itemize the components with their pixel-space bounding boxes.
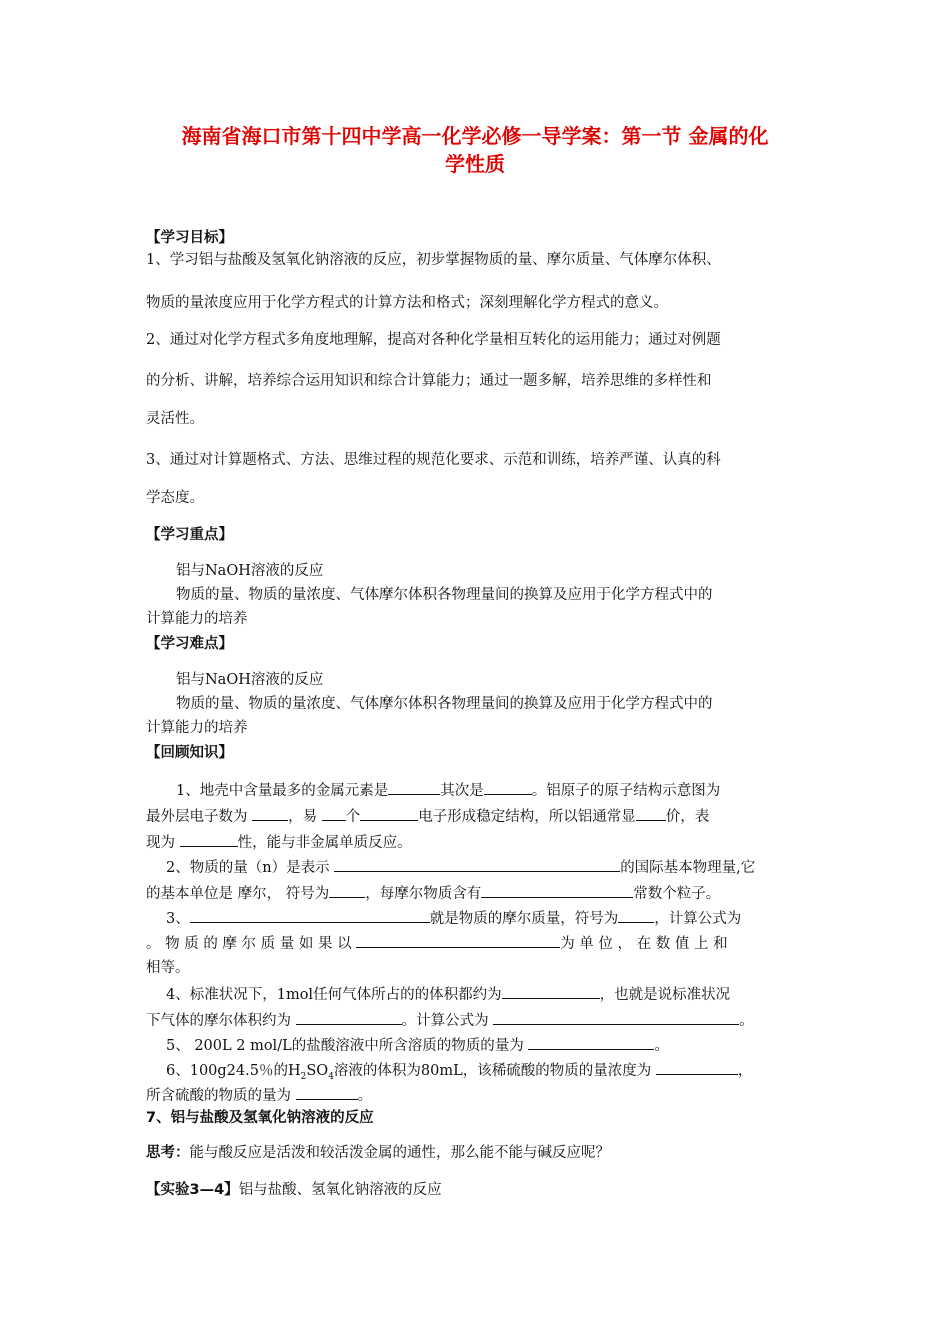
q3-text-d: 。 物 质 的 摩 尔 质 量 如 果 以	[146, 936, 352, 952]
q1-blank-gain-lose[interactable]	[322, 806, 346, 821]
q1-text-h: 价，表	[665, 809, 710, 825]
q2-blank-symbol[interactable]	[329, 883, 365, 898]
review-q3-line-1	[166, 908, 832, 929]
q3-blank-definition[interactable]	[190, 908, 430, 923]
q5-text-b: 。	[654, 1038, 669, 1054]
objective-2-line-1: 2、通过对化学方程式多角度地理解，提高对各种化学量相互转化的运用能力；通过对例题	[146, 332, 721, 348]
q4-text-c: 下气体的摩尔体积约为	[146, 1013, 291, 1029]
difficulty-2-line-2: 计算能力的培养	[146, 720, 248, 736]
document-title-line-1: 海南省海口市第十四中学高一化学必修一导学案：第一节 金属的化	[181, 124, 769, 148]
q1-blank-most-metal[interactable]	[388, 780, 440, 795]
experiment-label: 【实验3—4】	[146, 1182, 239, 1198]
think-text: 能与酸反应是活泼和较活泼金属的通性，那么能不能与碱反应呢？	[189, 1145, 610, 1161]
q3-blank-unit[interactable]	[356, 933, 560, 948]
q1-blank-second-metal[interactable]	[484, 780, 532, 795]
objective-3-line-1: 3、通过对计算题格式、方法、思维过程的规范化要求、示范和训练，培养严谨、认真的科	[146, 452, 721, 468]
think-label: 思考：	[146, 1145, 190, 1161]
q6-text-f: 。	[357, 1088, 373, 1104]
document-title-line-2: 学性质	[445, 152, 505, 176]
q1-blank-outer-electrons[interactable]	[252, 806, 288, 821]
key-point-1: 铝与NaOH溶液的反应	[176, 563, 324, 579]
experiment-line	[146, 1180, 812, 1200]
review-q2-line-2	[146, 883, 812, 904]
q2-text-a: 2、物质的量（n）是表示	[166, 860, 330, 876]
q3-text-a: 3、	[166, 911, 190, 927]
section-7-heading: 7、铝与盐酸及氢氧化钠溶液的反应	[146, 1110, 374, 1126]
q6-subscript-2: 2	[300, 1071, 307, 1082]
q1-blank-valence[interactable]	[636, 806, 666, 821]
q6-subscript-4: 4	[328, 1071, 334, 1082]
q2-blank-definition[interactable]	[334, 857, 620, 872]
review-q1-line-1	[176, 780, 842, 801]
q6-text-d: ，	[737, 1063, 753, 1079]
q4-blank-molar-volume[interactable]	[296, 1010, 402, 1025]
q1-blank-property[interactable]	[180, 832, 238, 847]
key-point-2-line-1: 物质的量、物质的量浓度、气体摩尔体积各物理量间的换算及应用于化学方程式中的	[176, 587, 713, 603]
review-q1-line-3	[146, 832, 812, 853]
q4-text-d: 。计算公式为	[401, 1013, 489, 1029]
q2-blank-constant[interactable]	[481, 883, 633, 898]
q1-text-d: 最外层电子数为	[146, 809, 248, 825]
review-q2-line-1	[166, 857, 832, 878]
q2-text-b: 的国际基本物理量,它	[620, 860, 756, 876]
objectives-heading: 【学习目标】	[146, 230, 233, 246]
q1-text-j: 性，能与非金属单质反应。	[237, 835, 412, 851]
q1-blank-electron-count[interactable]	[360, 806, 418, 821]
think-question	[146, 1143, 812, 1163]
review-q3-line-2	[146, 933, 812, 954]
objective-1-line-2: 物质的量浓度应用于化学方程式的计算方法和格式；深刻理解化学方程式的意义。	[146, 295, 668, 311]
review-q6-line-2	[146, 1085, 812, 1106]
q5-text-a: 5、 200L 2 mol/L的盐酸溶液中所含溶质的物质的量为	[166, 1038, 524, 1054]
q1-text-e: ，易	[288, 809, 318, 825]
q6-text-a: 6、100g24.5％的H	[166, 1063, 301, 1079]
review-q4-line-2	[146, 1010, 812, 1031]
q4-text-a: 4、标准状况下，1mol任何气体所占的的体积都约为	[166, 987, 502, 1003]
key-point-2-line-2: 计算能力的培养	[146, 611, 248, 627]
q3-blank-symbol[interactable]	[618, 908, 654, 923]
q1-text-b: 其次是	[440, 783, 484, 799]
q6-blank-amount[interactable]	[296, 1085, 358, 1100]
q4-blank-volume[interactable]	[502, 984, 600, 999]
q2-text-d: ，每摩尔物质含有	[365, 886, 482, 902]
q1-text-a: 1、地壳中含量最多的金属元素是	[176, 783, 389, 799]
review-q3-line-3: 相等。	[146, 960, 190, 976]
q1-text-i: 现为	[146, 835, 175, 851]
review-q4-line-1	[166, 984, 832, 1005]
q4-text-b: ，也就是说标准状况	[599, 987, 731, 1003]
q6-text-c: 溶液的体积为80mL，该稀硫酸的物质的量浓度为	[333, 1063, 652, 1079]
review-q6-line-1	[166, 1060, 832, 1087]
key-points-heading: 【学习重点】	[146, 527, 233, 543]
objective-1-line-1: 1、学习铝与盐酸及氢氧化钠溶液的反应，初步掌握物质的量、摩尔质量、气体摩尔体积、	[146, 252, 721, 268]
q3-text-e: 为 单 位 ， 在 数 值 上 和	[560, 936, 728, 952]
q3-text-c: ，计算公式为	[654, 911, 742, 927]
q6-blank-concentration[interactable]	[656, 1060, 738, 1075]
difficulty-1: 铝与NaOH溶液的反应	[176, 672, 324, 688]
objective-2-line-2: 的分析、讲解，培养综合运用知识和综合计算能力；通过一题多解，培养思维的多样性和	[146, 373, 712, 389]
review-heading: 【回顾知识】	[146, 745, 233, 761]
review-q1-line-2	[146, 806, 812, 827]
difficulty-2-line-1: 物质的量、物质的量浓度、气体摩尔体积各物理量间的换算及应用于化学方程式中的	[176, 696, 713, 712]
q4-text-e: 。	[739, 1013, 754, 1029]
q2-text-c: 的基本单位是 摩尔， 符号为	[146, 886, 330, 902]
q1-text-g: 电子形成稳定结构，所以铝通常显	[418, 809, 636, 825]
review-q5-line	[166, 1035, 832, 1056]
experiment-text: 铝与盐酸、氢氧化钠溶液的反应	[238, 1182, 442, 1198]
q2-text-e: 常数个粒子。	[633, 886, 721, 902]
q6-text-b: SO	[306, 1063, 329, 1079]
q3-text-b: 就是物质的摩尔质量，符号为	[429, 911, 619, 927]
q4-blank-formula[interactable]	[493, 1010, 739, 1025]
q1-text-f: 个	[345, 809, 361, 825]
q1-text-c: 。铝原子的原子结构示意图为	[531, 783, 721, 799]
objective-3-line-2: 学态度。	[146, 490, 204, 506]
q5-blank-amount[interactable]	[528, 1035, 654, 1050]
objective-2-line-3: 灵活性。	[146, 411, 204, 427]
difficulties-heading: 【学习难点】	[146, 636, 233, 652]
q6-text-e: 所含硫酸的物质的量为	[146, 1088, 291, 1104]
